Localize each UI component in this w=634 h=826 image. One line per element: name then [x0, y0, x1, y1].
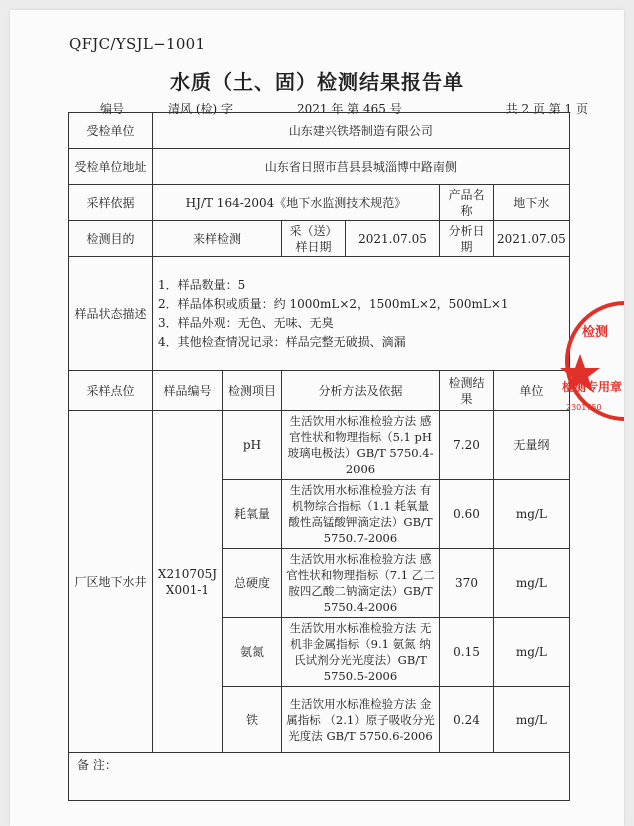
- test-item: 耗氧量: [223, 480, 282, 549]
- report-title: 水质（土、固）检测结果报告单: [170, 70, 464, 94]
- seal-graphic: [560, 296, 624, 426]
- test-unit: 无量纲: [494, 411, 570, 480]
- test-method: 生活饮用水标准检验方法 有机物综合指标（1.1 耗氧量 酸性高锰酸钾滴定法）GB/T 5750.7-2006: [282, 480, 440, 549]
- header-unit: 单位: [494, 371, 570, 411]
- test-result: 0.15: [440, 618, 494, 687]
- seal-ring: [567, 303, 624, 419]
- test-result: 370: [440, 549, 494, 618]
- status-item: 3．样品外观：无色、无味、无臭: [158, 315, 334, 330]
- test-unit: mg/L: [494, 549, 570, 618]
- analysis-date-value: 2021.07.05: [494, 221, 570, 257]
- test-unit: mg/L: [494, 480, 570, 549]
- test-unit: mg/L: [494, 687, 570, 753]
- report-number-label: 编号: [100, 102, 125, 116]
- header-sample-no: 样品编号: [153, 371, 223, 411]
- seal-number: 2301750: [566, 403, 602, 412]
- document-code: QFJC/YSJL−1001: [69, 35, 206, 53]
- sampling-location: 厂区地下水井: [69, 411, 153, 753]
- test-item: pH: [223, 411, 282, 480]
- header-method: 分析方法及依据: [282, 371, 440, 411]
- test-result: 0.24: [440, 687, 494, 753]
- sample-status-list: [153, 257, 570, 371]
- test-unit: mg/L: [494, 618, 570, 687]
- basis-value: HJ/T 164-2004《地下水监测技术规范》: [153, 185, 440, 221]
- product-value: 地下水: [494, 185, 570, 221]
- basis-label: 采样依据: [69, 185, 153, 221]
- test-item: 铁: [223, 687, 282, 753]
- status-item: 2．样品体积或质量：约 1000mL×2，1500mL×2，500mL×1: [158, 296, 509, 311]
- test-result: 7.20: [440, 411, 494, 480]
- purpose-label: 检测目的: [69, 221, 153, 257]
- official-seal: [560, 296, 624, 426]
- status-item: 1．样品数量：5: [158, 277, 246, 292]
- product-label: 产品名称: [440, 185, 494, 221]
- page-count: 共 2 页 第 1 页: [505, 102, 588, 116]
- test-method: 生活饮用水标准检验方法 金属指标 （2.1）原子吸收分光光度法 GB/T 5750.6-2006: [282, 687, 440, 753]
- analysis-date-label: 分析日期: [440, 221, 494, 257]
- test-method: 生活饮用水标准检验方法 感官性状和物理指标（7.1 乙二胺四乙酸二钠滴定法）GB/T 5750.4-2006: [282, 549, 440, 618]
- test-result: 0.60: [440, 480, 494, 549]
- purpose-value: 来样检测: [153, 221, 282, 257]
- sample-date-value: 2021.07.05: [346, 221, 440, 257]
- result-table: [68, 112, 570, 801]
- remarks-cell: 备 注：: [69, 753, 570, 801]
- header-item: 检测项目: [223, 371, 282, 411]
- test-item: 氨氮: [223, 618, 282, 687]
- status-item: 4．其他检查情况记录：样品完整无破损、滴漏: [158, 334, 406, 349]
- sample-number: X210705JX001-1: [153, 411, 223, 753]
- report-number-year: 2021 年 第 465 号: [297, 102, 402, 116]
- header-result: 检测结果: [440, 371, 494, 411]
- client-label: 受检单位: [69, 113, 153, 149]
- header-location: 采样点位: [69, 371, 153, 411]
- address-label: 受检单位地址: [69, 149, 153, 185]
- test-method: 生活饮用水标准检验方法 感官性状和物理指标（5.1 pH 玻璃电极法）GB/T 5750.4-2006: [282, 411, 440, 480]
- seal-text-bottom: 检测专用章: [562, 380, 623, 394]
- report-number-prefix: 清风 (检) 字: [168, 102, 233, 116]
- table-row: [69, 411, 570, 480]
- test-item: 总硬度: [223, 549, 282, 618]
- seal-text-top: 检测: [582, 325, 609, 340]
- address-value: 山东省日照市莒县县城淄博中路南侧: [153, 149, 570, 185]
- client-value: 山东建兴铁塔制造有限公司: [153, 113, 570, 149]
- sample-date-label: 采（送）样日期: [282, 221, 346, 257]
- sample-status-label: 样品状态描述: [69, 257, 153, 371]
- test-method: 生活饮用水标准检验方法 无机非金属指标（9.1 氨氮 纳氏试剂分光光度法）GB/T 5750.5-2006: [282, 618, 440, 687]
